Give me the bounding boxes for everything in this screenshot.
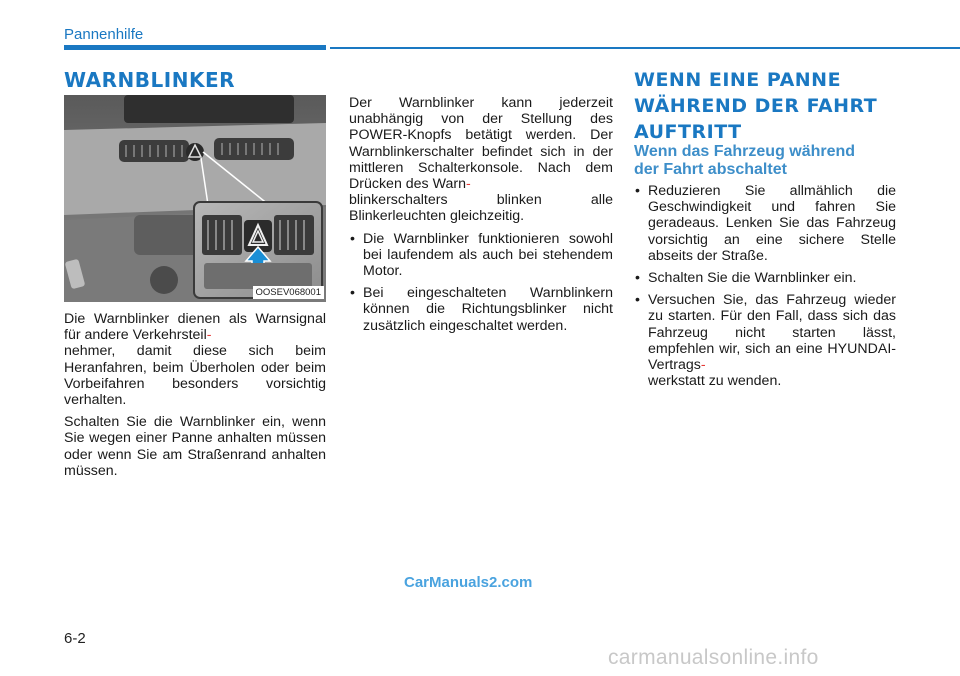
section-header: Pannenhilfe	[64, 26, 144, 43]
page-number: 6-2	[64, 630, 86, 647]
hyphen: -	[465, 176, 471, 193]
hyphen: -	[206, 327, 212, 344]
paragraph: Die Warnblinker dienen als Warnsignal für andere Verkehrsteil- nehmer, damit diese sich beim Heranfahren, beim Überholen oder beim Vorbeifahren besonders vorsichtig verhalten.	[64, 311, 326, 409]
subheading-fahrzeug-abschaltet: Wenn das Fahrzeug während der Fahrt abschaltet	[634, 143, 856, 178]
bullet-list	[634, 183, 896, 389]
header-bar-thick	[64, 45, 326, 50]
heading-panne: WENN EINE PANNE WÄHREND DER FAHRT AUFTRITT	[634, 69, 878, 143]
hyphen: -	[700, 357, 706, 374]
dashboard-illustration	[64, 95, 326, 302]
heading-warnblinker: WARNBLINKER	[64, 68, 236, 92]
middle-column-text	[349, 95, 613, 340]
list-item: • Schalten Sie die Warnblinker ein.	[634, 270, 896, 286]
left-column-text	[64, 311, 326, 485]
list-item: • Reduzieren Sie allmählich die Geschwindigkeit und fahren Sie geradeaus. Lenken Sie das Fahrzeug vorsichtig an eine sichere Stelle abseits der Straße.	[634, 183, 896, 264]
header-bar-thin	[330, 47, 960, 49]
list-item: • Bei eingeschalteten Warnblinkern können die Richtungsblinker nicht zusätzlich eingeschaltet werden.	[349, 285, 613, 334]
watermark-link[interactable]: CarManuals2.com	[404, 574, 533, 591]
list-item: • Versuchen Sie, das Fahrzeug wieder zu starten. Für den Fall, dass sich das Fahrzeug nicht starten lässt, empfehlen wir, sich an eine HYUNDAI-Vertrags- werkstatt zu wenden.	[634, 292, 896, 389]
paragraph: Der Warnblinker kann jederzeit unabhängig von der Stellung des POWER-Knopfs betätigt werden. Der Warnblinkerschalter befindet sich in der mittleren Schalterkonsole. Nach dem Drücken des Warn- blinkerschalters blinken alle Blinkerleuchten gleichzeitig.	[349, 95, 613, 225]
figure-code: OOSEV068001	[253, 286, 325, 299]
footer-watermark: carmanualsonline.info	[608, 646, 819, 669]
bullet-list	[349, 231, 613, 334]
figure-dashboard-hazard-switch	[64, 95, 326, 302]
paragraph: Schalten Sie die Warnblinker ein, wenn Sie wegen einer Panne anhalten müssen oder wenn Sie am Straßenrand anhalten müssen.	[64, 414, 326, 479]
list-item: • Die Warnblinker funktionieren sowohl bei laufendem als auch bei stehendem Motor.	[349, 231, 613, 280]
right-column-text	[634, 183, 896, 395]
